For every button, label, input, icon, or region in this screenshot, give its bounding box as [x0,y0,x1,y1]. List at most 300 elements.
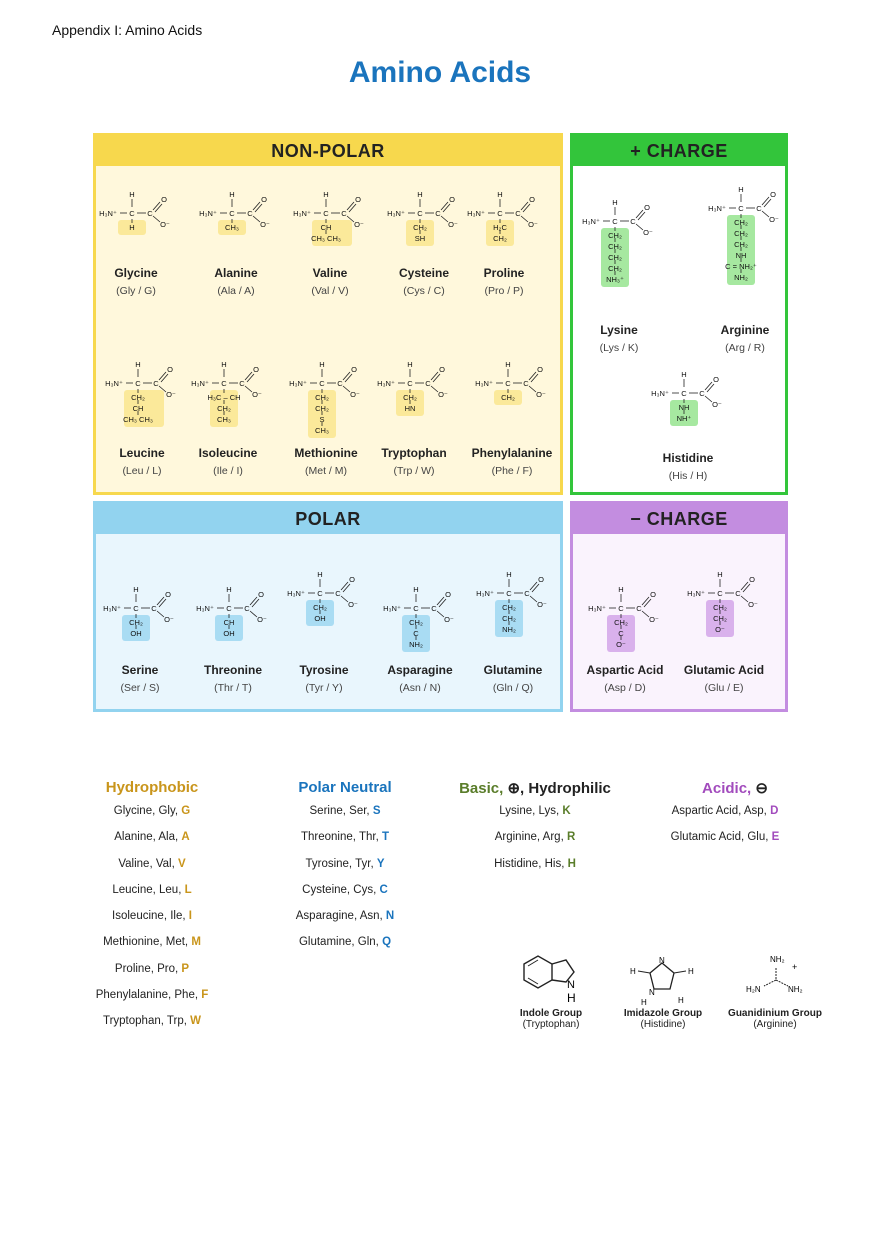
list-item-letter: L [184,883,192,896]
bond [245,372,252,380]
glycine-name: Glycine [114,266,158,280]
atom-c: C [756,204,762,213]
atom-om: O⁻ [769,215,779,224]
atom-c: C [337,379,343,388]
bond [523,204,530,212]
atom-c: C [497,209,503,218]
atom-om: O⁻ [354,220,364,229]
list-item-letter: Y [376,857,385,870]
indole-caption-name: Indole Group [519,1008,583,1019]
bond [343,372,350,380]
serine-abbreviation: (Ser / S) [120,682,160,694]
list-item-text: Methionine, Met, [103,936,192,949]
atom-o: O [349,575,355,584]
arginine-structure [697,180,793,286]
atom-c: C [524,589,530,598]
atom-c: C [341,209,347,218]
bond [642,597,649,605]
bond [443,204,450,212]
list-item-letter: D [770,805,779,817]
bond [764,199,771,207]
atom-o: O [258,590,264,599]
bond [741,582,748,590]
bond [636,210,643,218]
atom-h3n: H₃N⁺ [687,589,705,598]
atom-ch2: CH₂ [501,393,515,402]
atom-ch2: CH₂ [608,253,622,262]
imidazole-h4: H [678,996,684,1005]
atom-c: C [221,379,227,388]
atom-c: C [135,379,141,388]
atom-ch: CH [132,404,144,413]
atom-h: H [129,223,135,232]
bond [529,386,536,392]
imidazole-h2: H [688,967,694,976]
atom-h: H [317,570,323,579]
threonine-abbreviation: (Thr / T) [214,682,252,694]
aspartic-acid-structure [577,580,673,658]
list-item-text: Alanine, Ala, [114,831,182,844]
cysteine-name: Cysteine [398,266,450,280]
atom-h: H [221,360,227,369]
list-item [57,982,247,1008]
acidic-label: Acidic, [702,780,756,797]
glycine-abbreviation: (Gly / G) [116,285,156,297]
leucine-structure [94,355,190,433]
atom-ch2: CH₂ [734,240,748,249]
hydrophilic-label: , Hydrophilic [520,780,611,797]
atom-c: C [738,204,744,213]
atom-ch2: CH₂ [502,603,516,612]
atom-ch2: CH₂ [734,229,748,238]
proline-name: Proline [483,266,525,280]
imidazole-group-structure [626,953,706,1011]
atom-c: C [636,604,642,613]
valine-name: Valine [312,266,348,280]
atom-o: O [161,195,167,204]
atom-c: C [618,604,624,613]
atom-h3n: H₃N⁺ [476,589,494,598]
atom-o: O [449,195,455,204]
atom-om: O⁻ [164,615,174,624]
lysine-abbreviation: (Lys / K) [599,342,639,354]
guan-nh2-right: NH₂ [788,985,803,994]
atom-c: C [431,604,437,613]
list-item-text: Serine, Ser, [309,805,373,817]
atom-c: C [413,629,419,638]
bond [245,386,252,392]
indole-h-label: H [567,991,576,1005]
atom-nh: NH [735,251,747,260]
imidazole-h3: H [641,998,647,1007]
atom-h: H [413,585,419,594]
bond [636,224,643,230]
atom-c: C [681,389,687,398]
atom-ch2: CH₂ [713,614,727,623]
atom-ch2: CH₂ [413,223,427,232]
atom-h3n: H₃N⁺ [708,204,726,213]
list-item-letter: W [190,1015,201,1028]
indole-caption-sub: (Tryptophan) [522,1019,580,1030]
atom-h: H [505,360,511,369]
atom-om: O⁻ [257,615,267,624]
indole-caption [496,1008,606,1030]
atom-c: C [239,379,245,388]
bond [345,374,352,382]
list-item-text: Aspartic Acid, Asp, [671,805,771,817]
atom-oh: OH [130,629,142,638]
list-item-text: Histidine, His, [494,857,568,870]
guanidinium-caption-name: Guanidinium Group [728,1008,822,1019]
methionine-name: Methionine [294,446,358,460]
proline-abbreviation: (Pro / P) [484,285,524,297]
list-item [250,903,440,929]
atom-oh: OH [314,614,326,623]
guanidinium-caption [720,1008,830,1030]
bond [159,599,166,607]
bond [532,584,539,592]
bond [431,372,438,380]
atom-c: C [407,379,413,388]
basic-list [440,798,630,877]
atom-om: O⁻ [252,390,262,399]
atom-h: H [612,198,618,207]
bond [159,372,166,380]
atom-ch2: CH₂ [713,603,727,612]
atom-h3n: H₃N⁺ [377,379,395,388]
bond [521,202,528,210]
bond [253,216,260,222]
atom-ch2: CH₂ [129,618,143,627]
alanine-name: Alanine [214,266,258,280]
atom-om: O⁻ [536,390,546,399]
alanine-structure [188,185,284,263]
list-item-letter: Q [382,936,392,949]
bond [252,599,259,607]
threonine-name: Threonine [203,663,262,677]
atom-om: O⁻ [348,600,358,609]
atom-h3n: H₃N⁺ [289,379,307,388]
methionine-structure [278,355,374,439]
atom-h3n: H₃N⁺ [105,379,123,388]
isoleucine-name: Isoleucine [198,446,258,460]
atom-c: C [425,379,431,388]
serine-name: Serine [121,663,159,677]
glutamine-structure [465,565,561,643]
list-item [250,824,440,850]
atom-o: O [644,203,650,212]
atom-ch: CH [320,223,332,232]
atom-om: O⁻ [528,220,538,229]
bond [343,584,350,592]
atom-h: H [497,190,503,199]
atom-c: C [153,379,159,388]
atom-cnh2: C = NH₂⁺ [725,262,757,271]
atom-o: O [261,195,267,204]
atom-c: C [612,217,618,226]
asparagine-structure [372,580,468,658]
threonine-structure [185,580,281,658]
atom-h: H [135,360,141,369]
bond [343,386,350,392]
histidine-name: Histidine [662,451,714,465]
atom-om: O⁻ [616,640,626,649]
atom-h: H [738,185,744,194]
bond [341,596,348,602]
atom-h3n: H₃N⁺ [103,604,121,613]
phenylalanine-structure [464,355,560,433]
atom-ch2: CH₂ [131,393,145,402]
bond [253,202,260,210]
header-label: Appendix I: Amino Acids [52,22,203,38]
atom-c: C [229,209,235,218]
atom-h: H [229,190,235,199]
atom-o: O [749,575,755,584]
list-item [250,851,440,877]
list-item [440,798,630,824]
glutamic-acid-name: Glutamic Acid [683,663,765,677]
bond [530,582,537,590]
bond [521,216,528,222]
atom-h: H [407,360,413,369]
atom-s: S [319,415,325,424]
atom-o: O [351,365,357,374]
atom-h3n: H₃N⁺ [387,209,405,218]
histidine-abbreviation: (His / H) [668,470,708,482]
list-item-text: Tyrosine, Tyr, [305,857,377,870]
col-head-polar-neutral: Polar Neutral [298,779,392,796]
tyrosine-structure [276,565,372,643]
atom-o: O [770,190,776,199]
bond [155,204,162,212]
list-item-text: Glutamic Acid, Glu, [670,831,772,844]
bond [529,372,536,380]
atom-h: H [618,585,624,594]
atom-om: O⁻ [166,390,176,399]
phenylalanine-name: Phenylalanine [471,446,553,460]
atom-ch2: CH₂ [409,618,423,627]
bond [741,596,748,602]
atom-h: H [717,570,723,579]
list-item-text: Tryptophan, Trp, [102,1015,191,1028]
atom-o: O [445,590,451,599]
atom-hn: HN [404,404,416,413]
atom-ch2: CH₂ [734,218,748,227]
atom-c: C [505,379,511,388]
leucine-name: Leucine [119,446,165,460]
bond [705,382,712,390]
list-item-text: Lysine, Lys, [499,805,563,817]
indole-group-structure [512,950,592,1008]
atom-h: H [506,570,512,579]
imidazole-h1: H [630,967,636,976]
positive-charge-heading: + CHARGE [573,136,785,166]
atom-o: O [538,575,544,584]
atom-c: C [699,389,705,398]
atom-h3n: H₃N⁺ [287,589,305,598]
list-item-text: Asparagine, Asn, [295,910,386,923]
atom-o: O [439,365,445,374]
list-item [250,798,440,824]
guanidinium-caption-sub: (Arginine) [753,1019,797,1030]
polar-heading: POLAR [96,504,560,534]
methionine-abbreviation: (Met / M) [305,465,347,477]
atom-c: C [323,209,329,218]
list-item [630,824,820,850]
atom-c: C [147,209,153,218]
isoleucine-abbreviation: (Ile / I) [213,465,243,477]
atom-om: O⁻ [715,625,725,634]
list-item [630,798,820,824]
list-item-letter: A [181,831,190,844]
col-head-basic [440,779,630,797]
bond [247,374,254,382]
list-item-letter: E [771,831,780,844]
lysine-structure [571,193,667,288]
bond [762,211,769,217]
list-item [57,877,247,903]
proline-structure [456,185,552,263]
bond [161,374,168,382]
bond [153,202,160,210]
arginine-abbreviation: (Arg / R) [725,342,765,354]
bond [531,374,538,382]
cysteine-abbreviation: (Cys / C) [403,285,445,297]
leucine-abbreviation: (Leu / L) [122,465,162,477]
guan-nh2-top: NH₂ [770,955,785,964]
atom-c: C [506,589,512,598]
atom-o: O [167,365,173,374]
list-item-letter: M [191,936,201,949]
bond [743,584,750,592]
imidazole-caption-name: Imidazole Group [623,1008,703,1019]
atom-ch: CH [223,618,235,627]
list-item-text: Proline, Pro, [114,962,182,975]
atom-om: O⁻ [712,400,722,409]
acidic-list [630,798,820,851]
atom-c: C [417,209,423,218]
atom-c: C [317,589,323,598]
atom-c: C [523,379,529,388]
isoleucine-structure [180,355,276,433]
guan-h2n-left: H₂N [746,985,761,994]
list-item-letter: F [201,989,209,1002]
list-item-letter: R [566,831,576,844]
plus-circle-icon: ⊕ [507,780,521,797]
atom-nh3: NH₃⁺ [606,275,624,284]
atom-h: H [323,190,329,199]
tyrosine-name: Tyrosine [299,663,349,677]
atom-o: O [165,590,171,599]
minus-circle-icon: ⊖ [755,780,768,797]
list-item-letter: S [372,805,381,817]
list-item-letter: P [181,962,190,975]
atom-h2c: H₂C [493,223,507,232]
tryptophan-abbreviation: (Trp / W) [393,465,435,477]
bond [255,204,262,212]
asparagine-name: Asparagine [387,663,453,677]
bond [441,216,448,222]
bond [441,202,448,210]
list-item-text: Isoleucine, Ile, [112,910,189,923]
guan-plus: + [792,962,798,972]
list-item-text: Phenylalanine, Phe, [95,989,202,1002]
atom-h3n: H₃N⁺ [467,209,485,218]
asparagine-abbreviation: (Asn / N) [399,682,441,694]
list-item-text: Glycine, Gly, [113,805,182,817]
bond [433,374,440,382]
bond [762,197,769,205]
bond [707,384,714,392]
tryptophan-name: Tryptophan [381,446,447,460]
list-item [57,824,247,850]
atom-om: O⁻ [537,600,547,609]
atom-c: C [618,629,624,638]
bond [153,216,160,222]
alanine-abbreviation: (Ala / A) [217,285,255,297]
atom-h3n: H₃N⁺ [582,217,600,226]
atom-ch3ch3: CH₃ CH₃ [123,415,153,424]
atom-o: O [355,195,361,204]
arginine-name: Arginine [720,323,770,337]
aspartic-acid-abbreviation: (Asp / D) [604,682,646,694]
atom-h3c_ch: H₃C – CH [207,393,241,402]
valine-structure [282,185,378,263]
atom-om: O⁻ [444,615,454,624]
list-item-text: Leucine, Leu, [112,883,185,896]
atom-c: C [129,209,135,218]
atom-nh2: NH₂ [734,273,748,282]
col-head-acidic [640,779,830,797]
glutamic-acid-structure [676,565,772,643]
atom-c: C [247,209,253,218]
bond [642,611,649,617]
lysine-name: Lysine [600,323,638,337]
bond [157,611,164,617]
atom-om: O⁻ [643,228,653,237]
atom-c: C [244,604,250,613]
bond [530,596,537,602]
list-item-text: Cysteine, Cys, [302,883,380,896]
bond [250,611,257,617]
atom-c: C [226,604,232,613]
atom-om: O⁻ [438,390,448,399]
valine-abbreviation: (Val / V) [311,285,349,297]
atom-ch2: CH₂ [502,614,516,623]
bond [644,599,651,607]
atom-ch2: CH₂ [403,393,417,402]
list-item [57,956,247,982]
glutamine-abbreviation: (Gln / Q) [492,682,534,694]
atom-sh: SH [414,234,426,243]
imidazole-caption-sub: (Histidine) [640,1019,686,1030]
list-item-text: Valine, Val, [118,857,178,870]
atom-om: O⁻ [260,220,270,229]
list-item [57,929,247,955]
atom-h3n: H₃N⁺ [191,379,209,388]
bond [705,396,712,402]
atom-om: O⁻ [649,615,659,624]
atom-o: O [650,590,656,599]
atom-c: C [717,589,723,598]
atom-om: O⁻ [350,390,360,399]
atom-oh: OH [223,629,235,638]
imidazole-n1: N [659,956,665,965]
bond [431,386,438,392]
glycine-structure [88,185,184,263]
bond [341,582,348,590]
atom-h3n: H₃N⁺ [293,209,311,218]
